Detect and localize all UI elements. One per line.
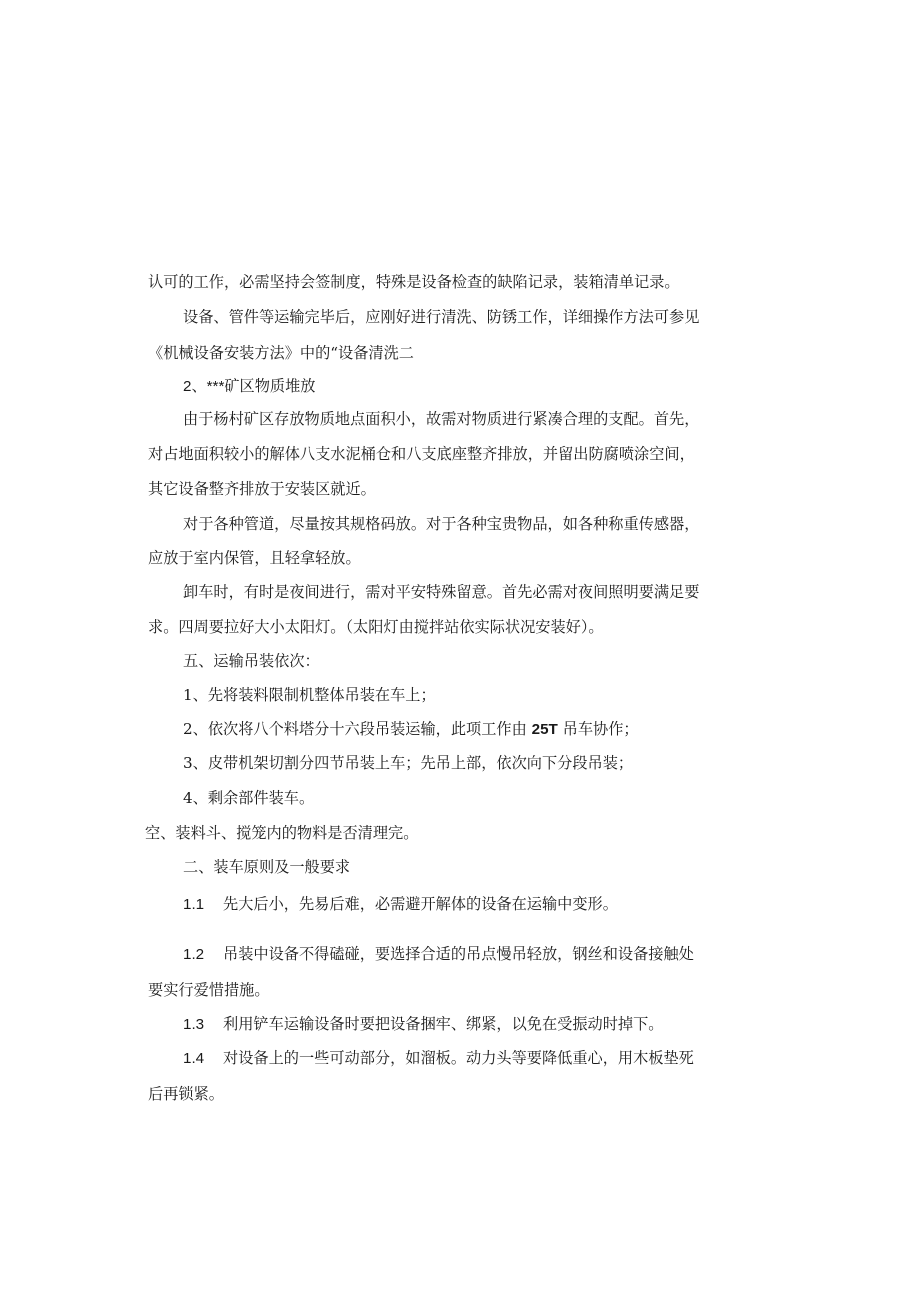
paragraph-line: 《机械设备安装方法》中的“设备清洗二 [148,344,414,362]
rule-number: 1.2 [183,946,205,963]
rule-text: 利用铲车运输设备时要把设备捆牢、绑紧，以免在受振动时掉下。 [223,1015,664,1033]
list-item-text: 吊车协作； [562,720,639,738]
list-item: 1、先将装料限制机整体吊装在车上； [183,686,436,704]
paragraph-line: 后再锁紧。 [148,1085,224,1103]
rule-item [183,1048,728,1069]
list-item: 4、剩余部件装车。 [183,789,315,807]
rule-item [183,1014,728,1035]
rule-number: 1.1 [183,896,205,913]
paragraph-line: 其它设备整齐排放于安装区就近。 [148,480,376,498]
rule-text: 先大后小，先易后难，必需避开解体的设备在运输中变形。 [223,895,618,913]
rule-number: 1.4 [183,1050,205,1067]
section-heading: 2、***矿区物质堆放 [183,378,316,395]
paragraph-line: 应放于室内保管，且轻拿轻放。 [148,549,361,567]
list-item: 3、皮带机架切割分四节吊装上车；先吊上部，依次向下分段吊装； [183,754,634,772]
rule-number: 1.3 [183,1016,205,1033]
rule-item [183,894,728,915]
list-item [183,719,728,740]
crane-capacity: 25T [531,721,558,738]
section-heading: 五、运输吊装依次： [183,652,320,670]
list-item-text: 2、依次将八个料塔分十六段吊装运输，此项工作由 [183,720,527,738]
paragraph-line: 卸车时，有时是夜间进行，需对平安特殊留意。首先必需对夜间照明要满足要 [183,583,700,601]
paragraph-line: 求。四周要拉好大小太阳灯。（太阳灯由搅拌站依实际状况安装好）。 [148,618,604,636]
paragraph-line: 对占地面积较小的解体八支水泥桶仓和八支底座整齐排放，并留出防腐喷涂空间， [148,445,695,463]
paragraph-line: 要实行爱惜措施。 [148,981,270,999]
paragraph-line: 设备、管件等运输完毕后，应刚好进行清洗、防锈工作，详细操作方法可参见 [183,308,700,326]
rule-text: 对设备上的一些可动部分，如溜板。动力头等要降低重心，用木板垫死 [223,1049,694,1067]
rule-item [183,944,728,965]
paragraph-line: 由于杨村矿区存放物质地点面积小，故需对物质进行紧凑合理的支配。首先， [183,410,700,428]
section-heading: 二、装车原则及一般要求 [183,858,351,876]
paragraph-line: 对于各种管道，尽量按其规格码放。对于各种宝贵物品，如各种称重传感器， [183,515,700,533]
paragraph-line: 认可的工作，必需坚持会签制度，特殊是设备检查的缺陷记录，装箱清单记录。 [148,273,680,291]
rule-text: 吊装中设备不得磕碰，要选择合适的吊点慢吊轻放，钢丝和设备接触处 [223,945,694,963]
paragraph-line: 空、装料斗、搅笼内的物料是否清理完。 [145,824,419,842]
